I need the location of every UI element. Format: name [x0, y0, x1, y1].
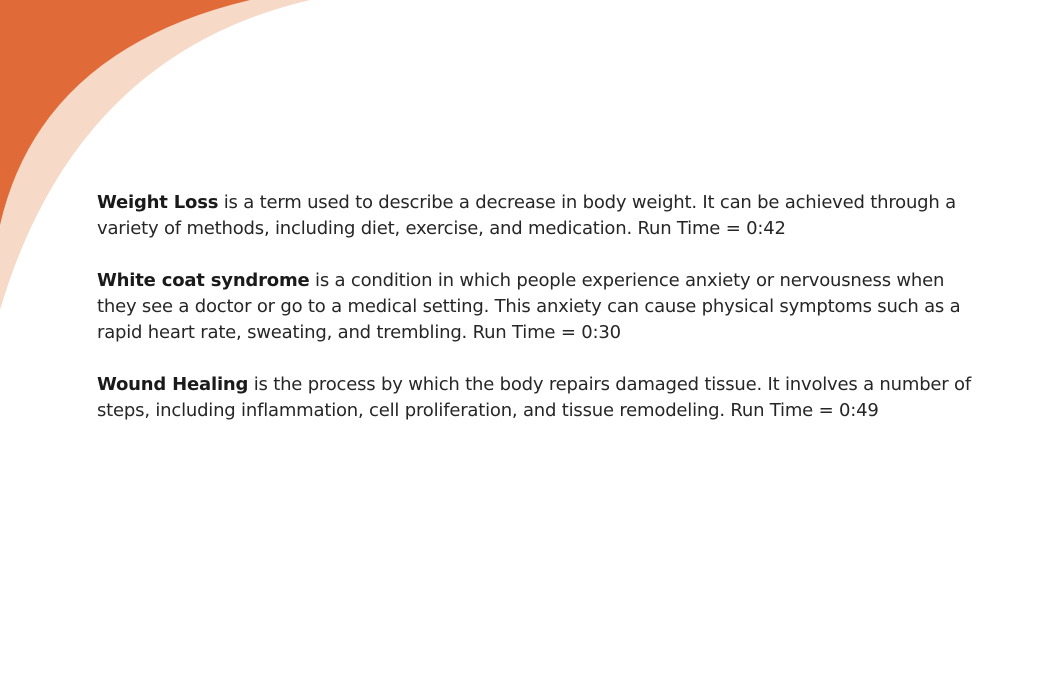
glossary-description: is the process by which the body repairs damaged tissue. It involves a number of steps, including inflammation, cell proliferation, and tissue remodeling. Run Time = 0:49: [97, 374, 971, 421]
glossary-term: Wound Healing: [97, 374, 249, 395]
glossary-content: [97, 190, 977, 450]
glossary-description: is a condition in which people experience anxiety or nervousness when they see a doctor or go to a medical setting. This anxiety can cause physical symptoms such as a rapid heart rate, sweating, and trembling. Run Time = 0:30: [97, 270, 961, 343]
glossary-term: Weight Loss: [97, 192, 219, 213]
glossary-entry-wound-healing: [97, 372, 977, 424]
glossary-description: is a term used to describe a decrease in body weight. It can be achieved through a variety of methods, including diet, exercise, and medication. Run Time = 0:42: [97, 192, 956, 239]
glossary-entry-white-coat-syndrome: [97, 268, 977, 346]
glossary-term: White coat syndrome: [97, 270, 310, 291]
glossary-entry-weight-loss: [97, 190, 977, 242]
